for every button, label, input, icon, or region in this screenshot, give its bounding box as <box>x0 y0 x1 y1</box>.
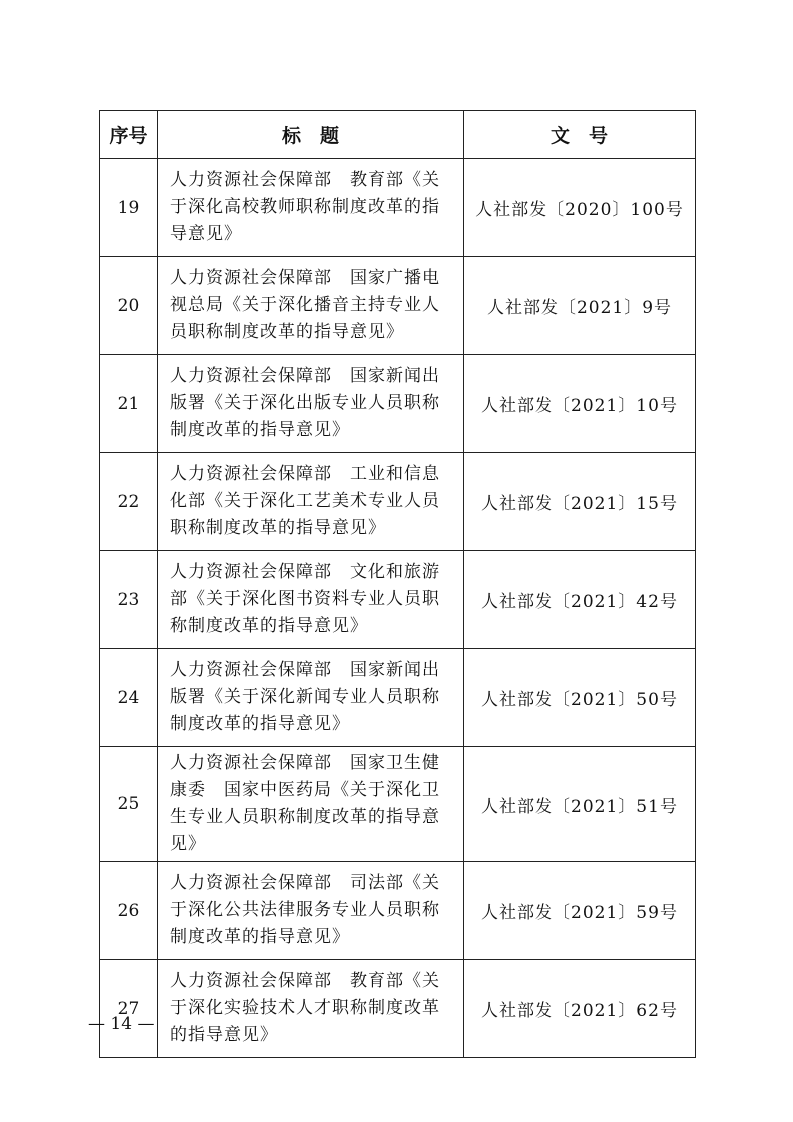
table-row <box>100 453 696 551</box>
table-row <box>100 862 696 960</box>
table-row <box>100 355 696 453</box>
row-title: 人力资源社会保障部 国家新闻出版署《关于深化新闻专业人员职称制度改革的指导意见》 <box>158 649 464 747</box>
row-document-number: 人社部发〔2020〕100号 <box>464 159 696 257</box>
table-row <box>100 747 696 862</box>
row-serial-number: 23 <box>100 551 158 649</box>
row-serial-number: 27 <box>100 960 158 1058</box>
row-title: 人力资源社会保障部 司法部《关于深化公共法律服务专业人员职称制度改革的指导意见》 <box>158 862 464 960</box>
row-title: 人力资源社会保障部 国家新闻出版署《关于深化出版专业人员职称制度改革的指导意见》 <box>158 355 464 453</box>
row-document-number: 人社部发〔2021〕59号 <box>464 862 696 960</box>
row-document-number: 人社部发〔2021〕51号 <box>464 747 696 862</box>
row-serial-number: 21 <box>100 355 158 453</box>
row-title: 人力资源社会保障部 国家卫生健康委 国家中医药局《关于深化卫生专业人员职称制度改革的指导意见》 <box>158 747 464 862</box>
table-row <box>100 551 696 649</box>
table-header-row <box>100 111 696 159</box>
page-number: — 14 — <box>88 1014 155 1034</box>
table-row <box>100 649 696 747</box>
row-title: 人力资源社会保障部 教育部《关于深化高校教师职称制度改革的指导意见》 <box>158 159 464 257</box>
header-title: 标 题 <box>158 111 464 159</box>
row-serial-number: 19 <box>100 159 158 257</box>
header-serial-number: 序号 <box>100 111 158 159</box>
row-document-number: 人社部发〔2021〕62号 <box>464 960 696 1058</box>
row-document-number: 人社部发〔2021〕50号 <box>464 649 696 747</box>
row-serial-number: 25 <box>100 747 158 862</box>
row-document-number: 人社部发〔2021〕42号 <box>464 551 696 649</box>
row-title: 人力资源社会保障部 教育部《关于深化实验技术人才职称制度改革的指导意见》 <box>158 960 464 1058</box>
row-title: 人力资源社会保障部 工业和信息化部《关于深化工艺美术专业人员职称制度改革的指导意见》 <box>158 453 464 551</box>
table-row <box>100 159 696 257</box>
row-title: 人力资源社会保障部 文化和旅游部《关于深化图书资料专业人员职称制度改革的指导意见》 <box>158 551 464 649</box>
header-document-number: 文 号 <box>464 111 696 159</box>
document-table <box>99 110 696 1058</box>
row-title: 人力资源社会保障部 国家广播电视总局《关于深化播音主持专业人员职称制度改革的指导意见》 <box>158 257 464 355</box>
row-document-number: 人社部发〔2021〕9号 <box>464 257 696 355</box>
table-row <box>100 960 696 1058</box>
row-serial-number: 24 <box>100 649 158 747</box>
table-row <box>100 257 696 355</box>
row-document-number: 人社部发〔2021〕15号 <box>464 453 696 551</box>
row-serial-number: 22 <box>100 453 158 551</box>
row-serial-number: 26 <box>100 862 158 960</box>
row-serial-number: 20 <box>100 257 158 355</box>
row-document-number: 人社部发〔2021〕10号 <box>464 355 696 453</box>
